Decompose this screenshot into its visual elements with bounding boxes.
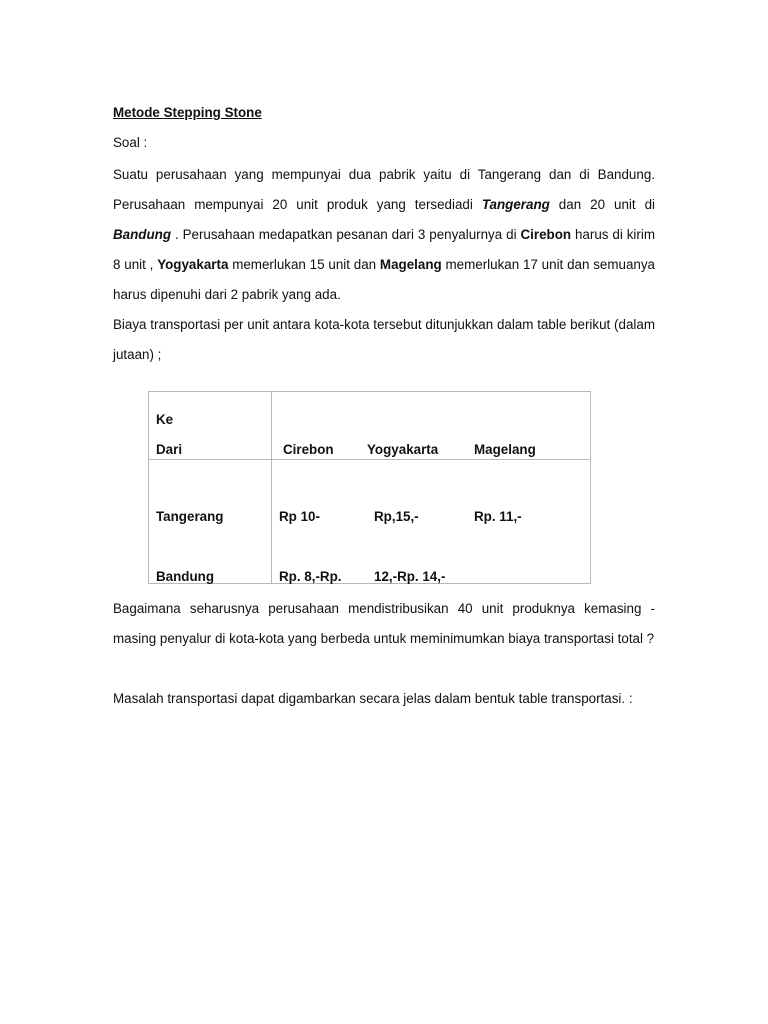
cost-bandung-yogyakarta-magelang: 12,-Rp. 14,-	[374, 569, 446, 584]
cost-intro-paragraph: Biaya transportasi per unit antara kota-kota tersebut ditunjukkan dalam table berikut (dalam jutaan) ;	[113, 317, 655, 362]
cost-bandung-cirebon: Rp. 8,-Rp.	[279, 569, 342, 584]
cost-tangerang-yogyakarta: Rp,15,-	[374, 509, 419, 524]
table-divider-horizontal	[149, 459, 590, 460]
row-label-tangerang: Tangerang	[156, 509, 224, 524]
header-ke: Ke	[156, 412, 174, 427]
text-segment: dan 20 unit di	[549, 197, 655, 212]
text-segment: memerlukan 17 unit dan semuanya harus dipenuhi dari 2 pabrik yang ada.	[113, 257, 655, 302]
table-divider-vertical	[271, 392, 272, 583]
text-segment: harus di kirim 8 unit ,	[113, 227, 655, 272]
header-dari: Dari	[156, 442, 183, 457]
text-segment: . Perusahaan medapatkan pesanan dari 3 penyalurnya di	[171, 227, 521, 242]
cost-table	[148, 391, 591, 584]
cost-tangerang-cirebon: Rp 10-	[279, 509, 320, 524]
row-label-bandung: Bandung	[156, 569, 215, 584]
text-segment: Suatu perusahaan yang mempunyai dua pabrik yaitu di Tangerang dan di Bandung. Perusahaan mempunyai 20 unit produk yang tersediadi	[113, 167, 655, 212]
yogyakarta-emphasis: Yogyakarta	[157, 257, 229, 272]
bandung-emphasis: Bandung	[113, 227, 172, 242]
tangerang-emphasis: Tangerang	[481, 197, 550, 212]
problem-paragraph	[113, 160, 655, 310]
cirebon-emphasis: Cirebon	[520, 227, 572, 242]
column-header-yogyakarta: Yogyakarta	[367, 442, 439, 457]
document-title: Metode Stepping Stone	[113, 105, 262, 120]
closing-paragraph: Masalah transportasi dapat digambarkan secara jelas dalam bentuk table transportasi. :	[113, 691, 633, 706]
soal-label: Soal :	[113, 135, 148, 150]
magelang-emphasis: Magelang	[379, 257, 442, 272]
text-segment: memerlukan 15 unit dan	[228, 257, 380, 272]
column-header-magelang: Magelang	[474, 442, 536, 457]
cost-tangerang-magelang: Rp. 11,-	[474, 509, 522, 524]
question-paragraph: Bagaimana seharusnya perusahaan mendistribusikan 40 unit produknya kemasing - masing penyalur di kota-kota yang berbeda untuk meminimumkan biaya transportasi total ?	[113, 601, 655, 646]
column-header-cirebon: Cirebon	[283, 442, 334, 457]
